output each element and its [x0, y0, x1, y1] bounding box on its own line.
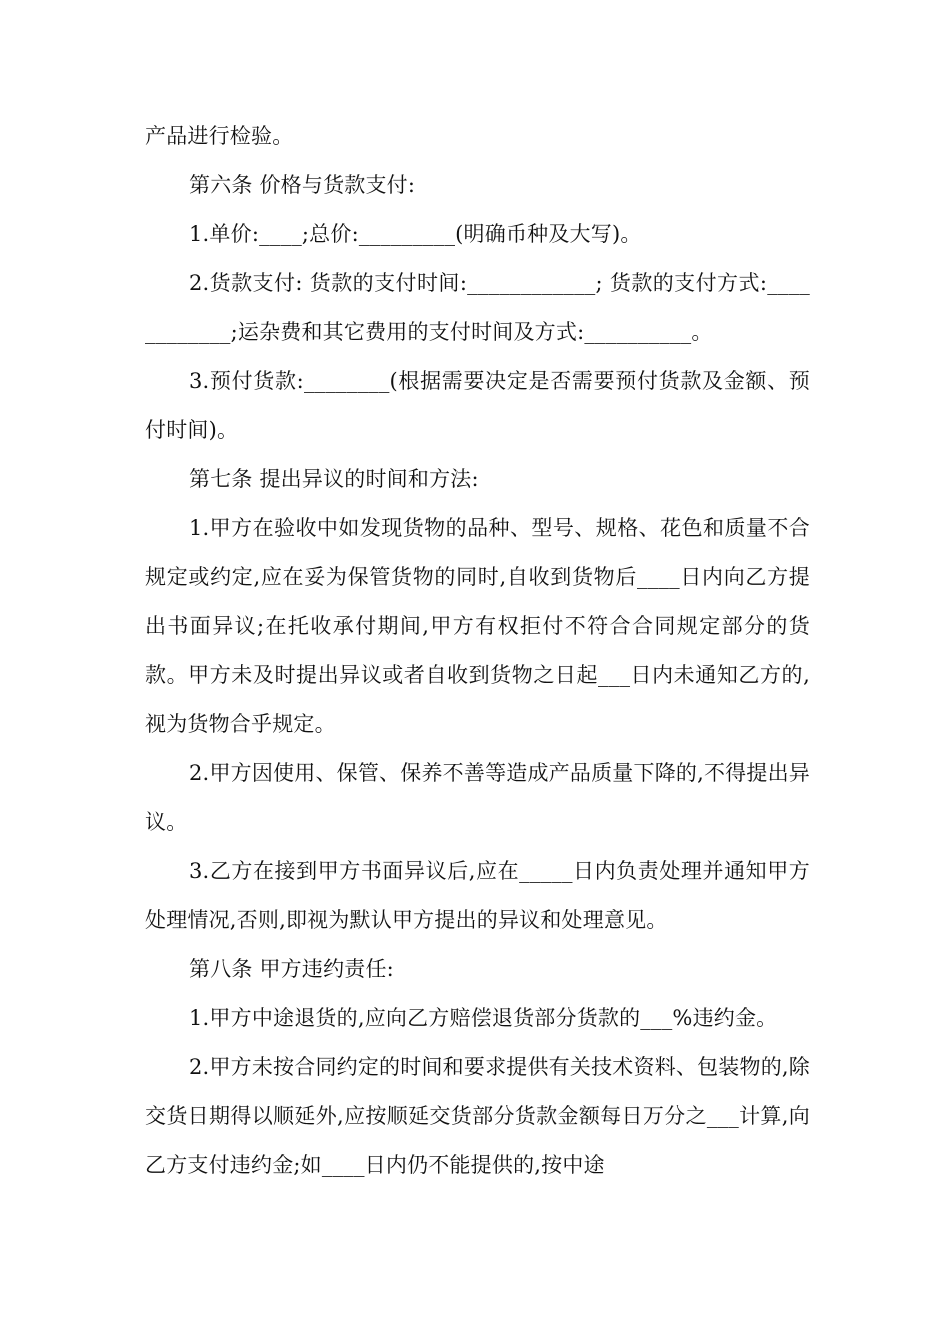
article-8-heading: 第八条 甲方违约责任:: [189, 957, 394, 981]
article-6-item-2: 2.货款支付: 货款的支付时间:____________; 货款的支付方式:____________;运杂费和其它费用的支付时间及方式:__________。: [145, 271, 810, 344]
paragraph-inspection-end: 产品进行检验。: [145, 124, 294, 148]
article-7-item-2: 2.甲方因使用、保管、保养不善等造成产品质量下降的,不得提出异议。: [145, 761, 810, 834]
article-7-item-1: 1.甲方在验收中如发现货物的品种、型号、规格、花色和质量不合规定或约定,应在妥为保管货物的同时,自收到货物后____日内向乙方提出书面异议;在托收承付期间,甲方有权拒付不符合合同规定部分的货款。甲方未及时提出异议或者自收到货物之日起___日内未通知乙方的,视为货物合乎规定。: [145, 516, 810, 736]
article-7-heading: 第七条 提出异议的时间和方法:: [189, 467, 479, 491]
article-6-item-3: 3.预付货款:________(根据需要决定是否需要预付货款及金额、预付时间)。: [145, 369, 810, 442]
article-6-item-1: 1.单价:____;总价:_________(明确币种及大写)。: [189, 222, 642, 246]
article-8-item-1: 1.甲方中途退货的,应向乙方赔偿退货部分货款的___%违约金。: [189, 1006, 778, 1030]
article-7-item-3: 3.乙方在接到甲方书面异议后,应在_____日内负责处理并通知甲方处理情况,否则,即视为默认甲方提出的异议和处理意见。: [145, 859, 810, 932]
article-8-item-2: 2.甲方未按合同约定的时间和要求提供有关技术资料、包装物的,除交货日期得以顺延外,应按顺延交货部分货款金额每日万分之___计算,向乙方支付违约金;如____日内仍不能提供的,按中途: [145, 1055, 810, 1177]
article-6-heading: 第六条 价格与货款支付:: [189, 173, 416, 197]
contract-text: [145, 112, 810, 1190]
